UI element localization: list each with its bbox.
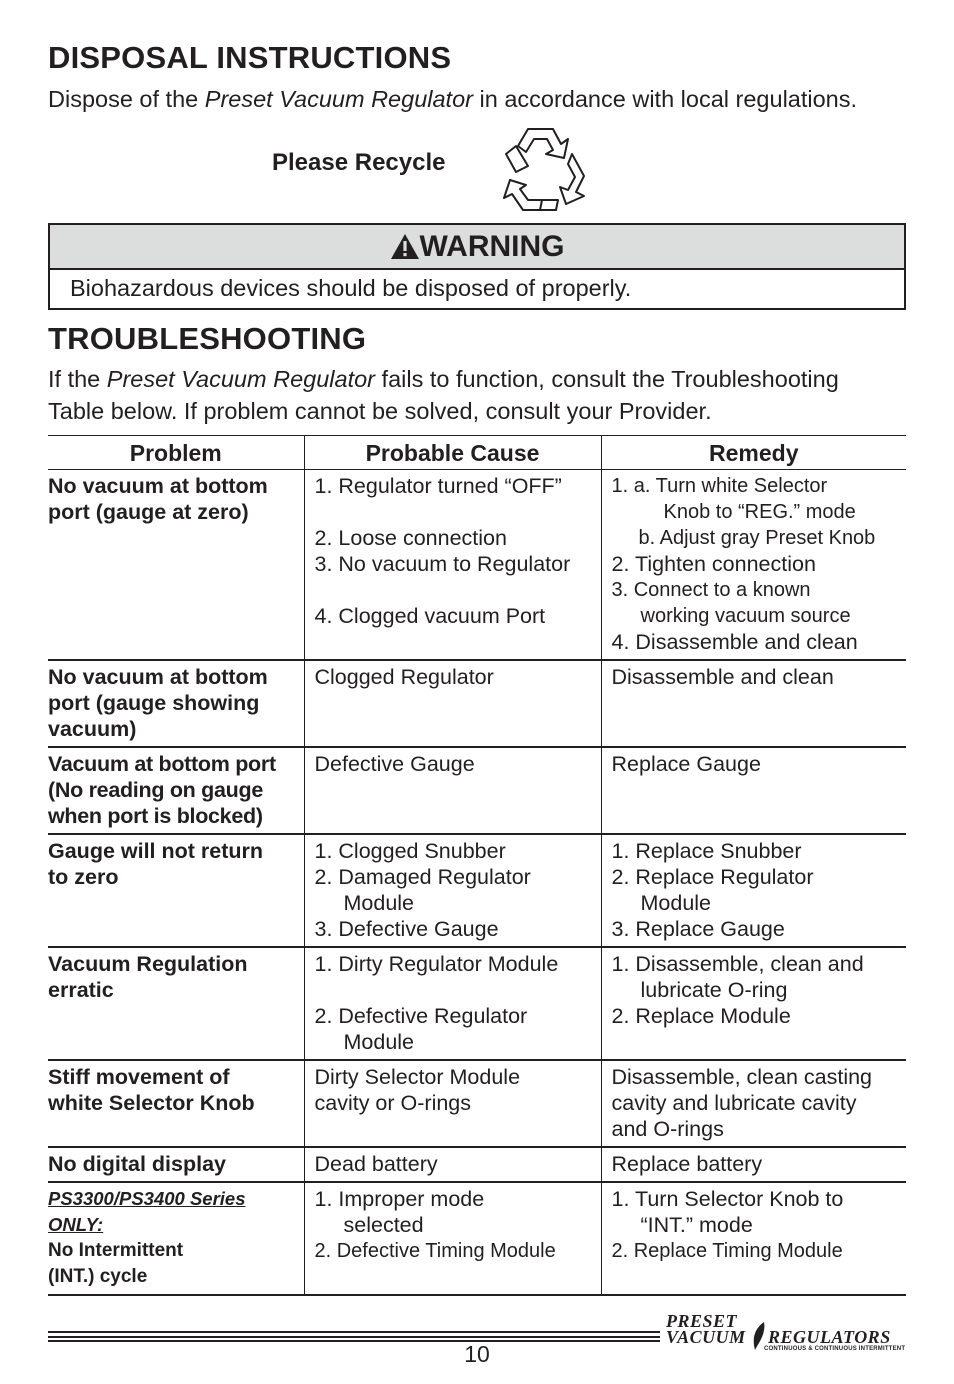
problem-cell: Vacuum at bottom port (No reading on gauge when port is blocked) xyxy=(48,747,304,834)
cause-cell: 1. Regulator turned “OFF” 2. Loose connection 3. No vacuum to Regulator 4. Clogged vacuum Port xyxy=(304,470,601,661)
table-row xyxy=(48,1060,906,1147)
problem-cell: Gauge will not return to zero xyxy=(48,834,304,947)
problem-cell: No digital display xyxy=(48,1147,304,1182)
cause-cell: Dirty Selector Module cavity or O-rings xyxy=(304,1060,601,1147)
cause-cell: Clogged Regulator xyxy=(304,660,601,747)
recycle-label: Please Recycle xyxy=(272,149,446,176)
disposal-heading: DISPOSAL INSTRUCTIONS xyxy=(48,40,452,75)
table-row xyxy=(48,470,906,661)
cause-cell: Defective Gauge xyxy=(304,747,601,834)
warning-triangle-icon xyxy=(390,233,420,260)
problem-cell: Stiff movement of white Selector Knob xyxy=(48,1060,304,1147)
remedy-cell: 1. a. Turn white Selector Knob to “REG.” mode b. Adjust gray Preset Knob 2. Tighten connection 3. Connect to a known working vacuum source 4. Disassemble and clean xyxy=(601,470,906,661)
remedy-cell: Replace battery xyxy=(601,1147,906,1182)
table-header-row xyxy=(48,436,906,470)
column-header-problem: Problem xyxy=(48,436,304,470)
table-row xyxy=(48,660,906,747)
page-number: 10 xyxy=(464,1341,490,1367)
brand-logo: PRESET VACUUM REGULATORS CONTINUOUS & CONTINUOUS INTERMITTENT xyxy=(666,1311,906,1352)
table-row xyxy=(48,747,906,834)
table-row xyxy=(48,834,906,947)
table-row xyxy=(48,1182,906,1295)
column-header-remedy: Remedy xyxy=(601,436,906,470)
remedy-cell: Replace Gauge xyxy=(601,747,906,834)
problem-cell: No vacuum at bottom port (gauge showing vacuum) xyxy=(48,660,304,747)
remedy-cell: Disassemble and clean xyxy=(601,660,906,747)
warning-title: WARNING xyxy=(419,229,565,263)
warning-box xyxy=(48,223,906,310)
troubleshooting-heading: TROUBLESHOOTING xyxy=(48,321,367,356)
table-row xyxy=(48,947,906,1060)
footer-rule xyxy=(48,1336,660,1338)
warning-text: Biohazardous devices should be disposed of properly. xyxy=(70,275,632,301)
table-row xyxy=(48,1147,906,1182)
warning-header xyxy=(50,225,904,270)
remedy-cell: 1. Disassemble, clean and lubricate O-ring 2. Replace Module xyxy=(601,947,906,1060)
problem-cell: No vacuum at bottom port (gauge at zero) xyxy=(48,470,304,661)
disposal-text: Dispose of the Preset Vacuum Regulator in accordance with local regulations. xyxy=(48,86,858,112)
column-header-cause: Probable Cause xyxy=(304,436,601,470)
troubleshooting-table xyxy=(48,435,906,1296)
remedy-cell: 1. Turn Selector Knob to “INT.” mode 2. Replace Timing Module xyxy=(601,1182,906,1295)
footer-rule xyxy=(48,1331,660,1333)
problem-cell: Vacuum Regulation erratic xyxy=(48,947,304,1060)
recycle-icon xyxy=(498,124,588,214)
remedy-cell: 1. Replace Snubber 2. Replace Regulator Module 3. Replace Gauge xyxy=(601,834,906,947)
cause-cell: 1. Improper mode selected 2. Defective Timing Module xyxy=(304,1182,601,1295)
remedy-cell: Disassemble, clean casting cavity and lubricate cavity and O-rings xyxy=(601,1060,906,1147)
problem-cell: PS3300/PS3400 Series ONLY: No Intermittent (INT.) cycle xyxy=(48,1182,304,1295)
series-note: PS3300/PS3400 Series ONLY: xyxy=(48,1188,246,1235)
cause-cell: Dead battery xyxy=(304,1147,601,1182)
cause-cell: 1. Dirty Regulator Module 2. Defective Regulator Module xyxy=(304,947,601,1060)
troubleshooting-intro: If the Preset Vacuum Regulator fails to function, consult the Troubleshooting Table below. If problem cannot be solved, consult your Provider. xyxy=(48,366,839,424)
cause-cell: 1. Clogged Snubber 2. Damaged Regulator Module 3. Defective Gauge xyxy=(304,834,601,947)
